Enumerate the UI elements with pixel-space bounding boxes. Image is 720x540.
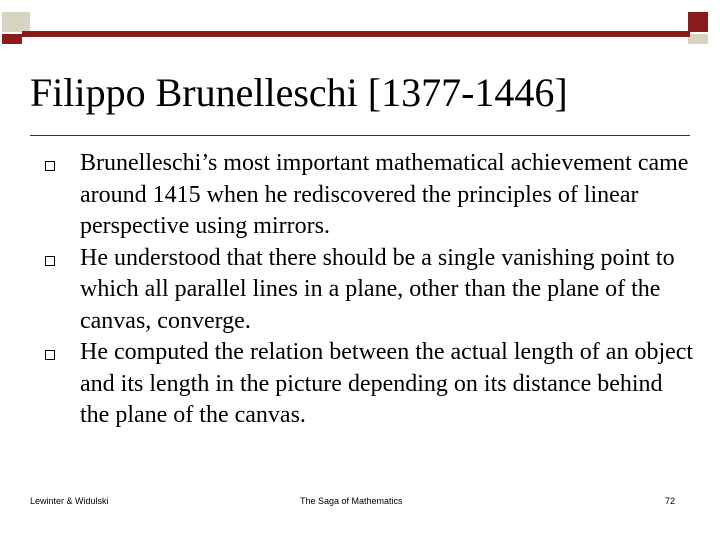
footer-author: Lewinter & Widulski: [30, 496, 109, 506]
bullet-list: [45, 148, 695, 432]
bullet-item: [45, 243, 695, 338]
hollow-square-bullet-icon: [45, 256, 55, 266]
bullet-text: Brunelleschi’s most important mathematical achievement came around 1415 when he rediscovered the principles of linear perspective using mirrors.: [80, 150, 689, 239]
header-bar: [22, 31, 690, 37]
decorative-square: [2, 12, 22, 32]
decorative-square: [688, 12, 708, 32]
bullet-item: [45, 148, 695, 243]
slide-title: Filippo Brunelleschi [1377-1446]: [30, 70, 568, 115]
footer-title: The Saga of Mathematics: [300, 496, 403, 506]
bullet-item: [45, 337, 695, 432]
page-number: 72: [665, 496, 676, 506]
bullet-text: He computed the relation between the actual length of an object and its length in the picture depending on its distance behind the plane of the canvas.: [80, 339, 694, 428]
hollow-square-bullet-icon: [45, 350, 55, 360]
title-divider: [30, 135, 690, 136]
decorative-square: [688, 34, 708, 44]
hollow-square-bullet-icon: [45, 161, 55, 171]
bullet-text: He understood that there should be a single vanishing point to which all parallel lines in a plane, other than the plane of the canvas, converge.: [80, 244, 675, 334]
decorative-header: [0, 12, 720, 44]
decorative-square: [22, 12, 30, 32]
decorative-square: [2, 34, 22, 44]
